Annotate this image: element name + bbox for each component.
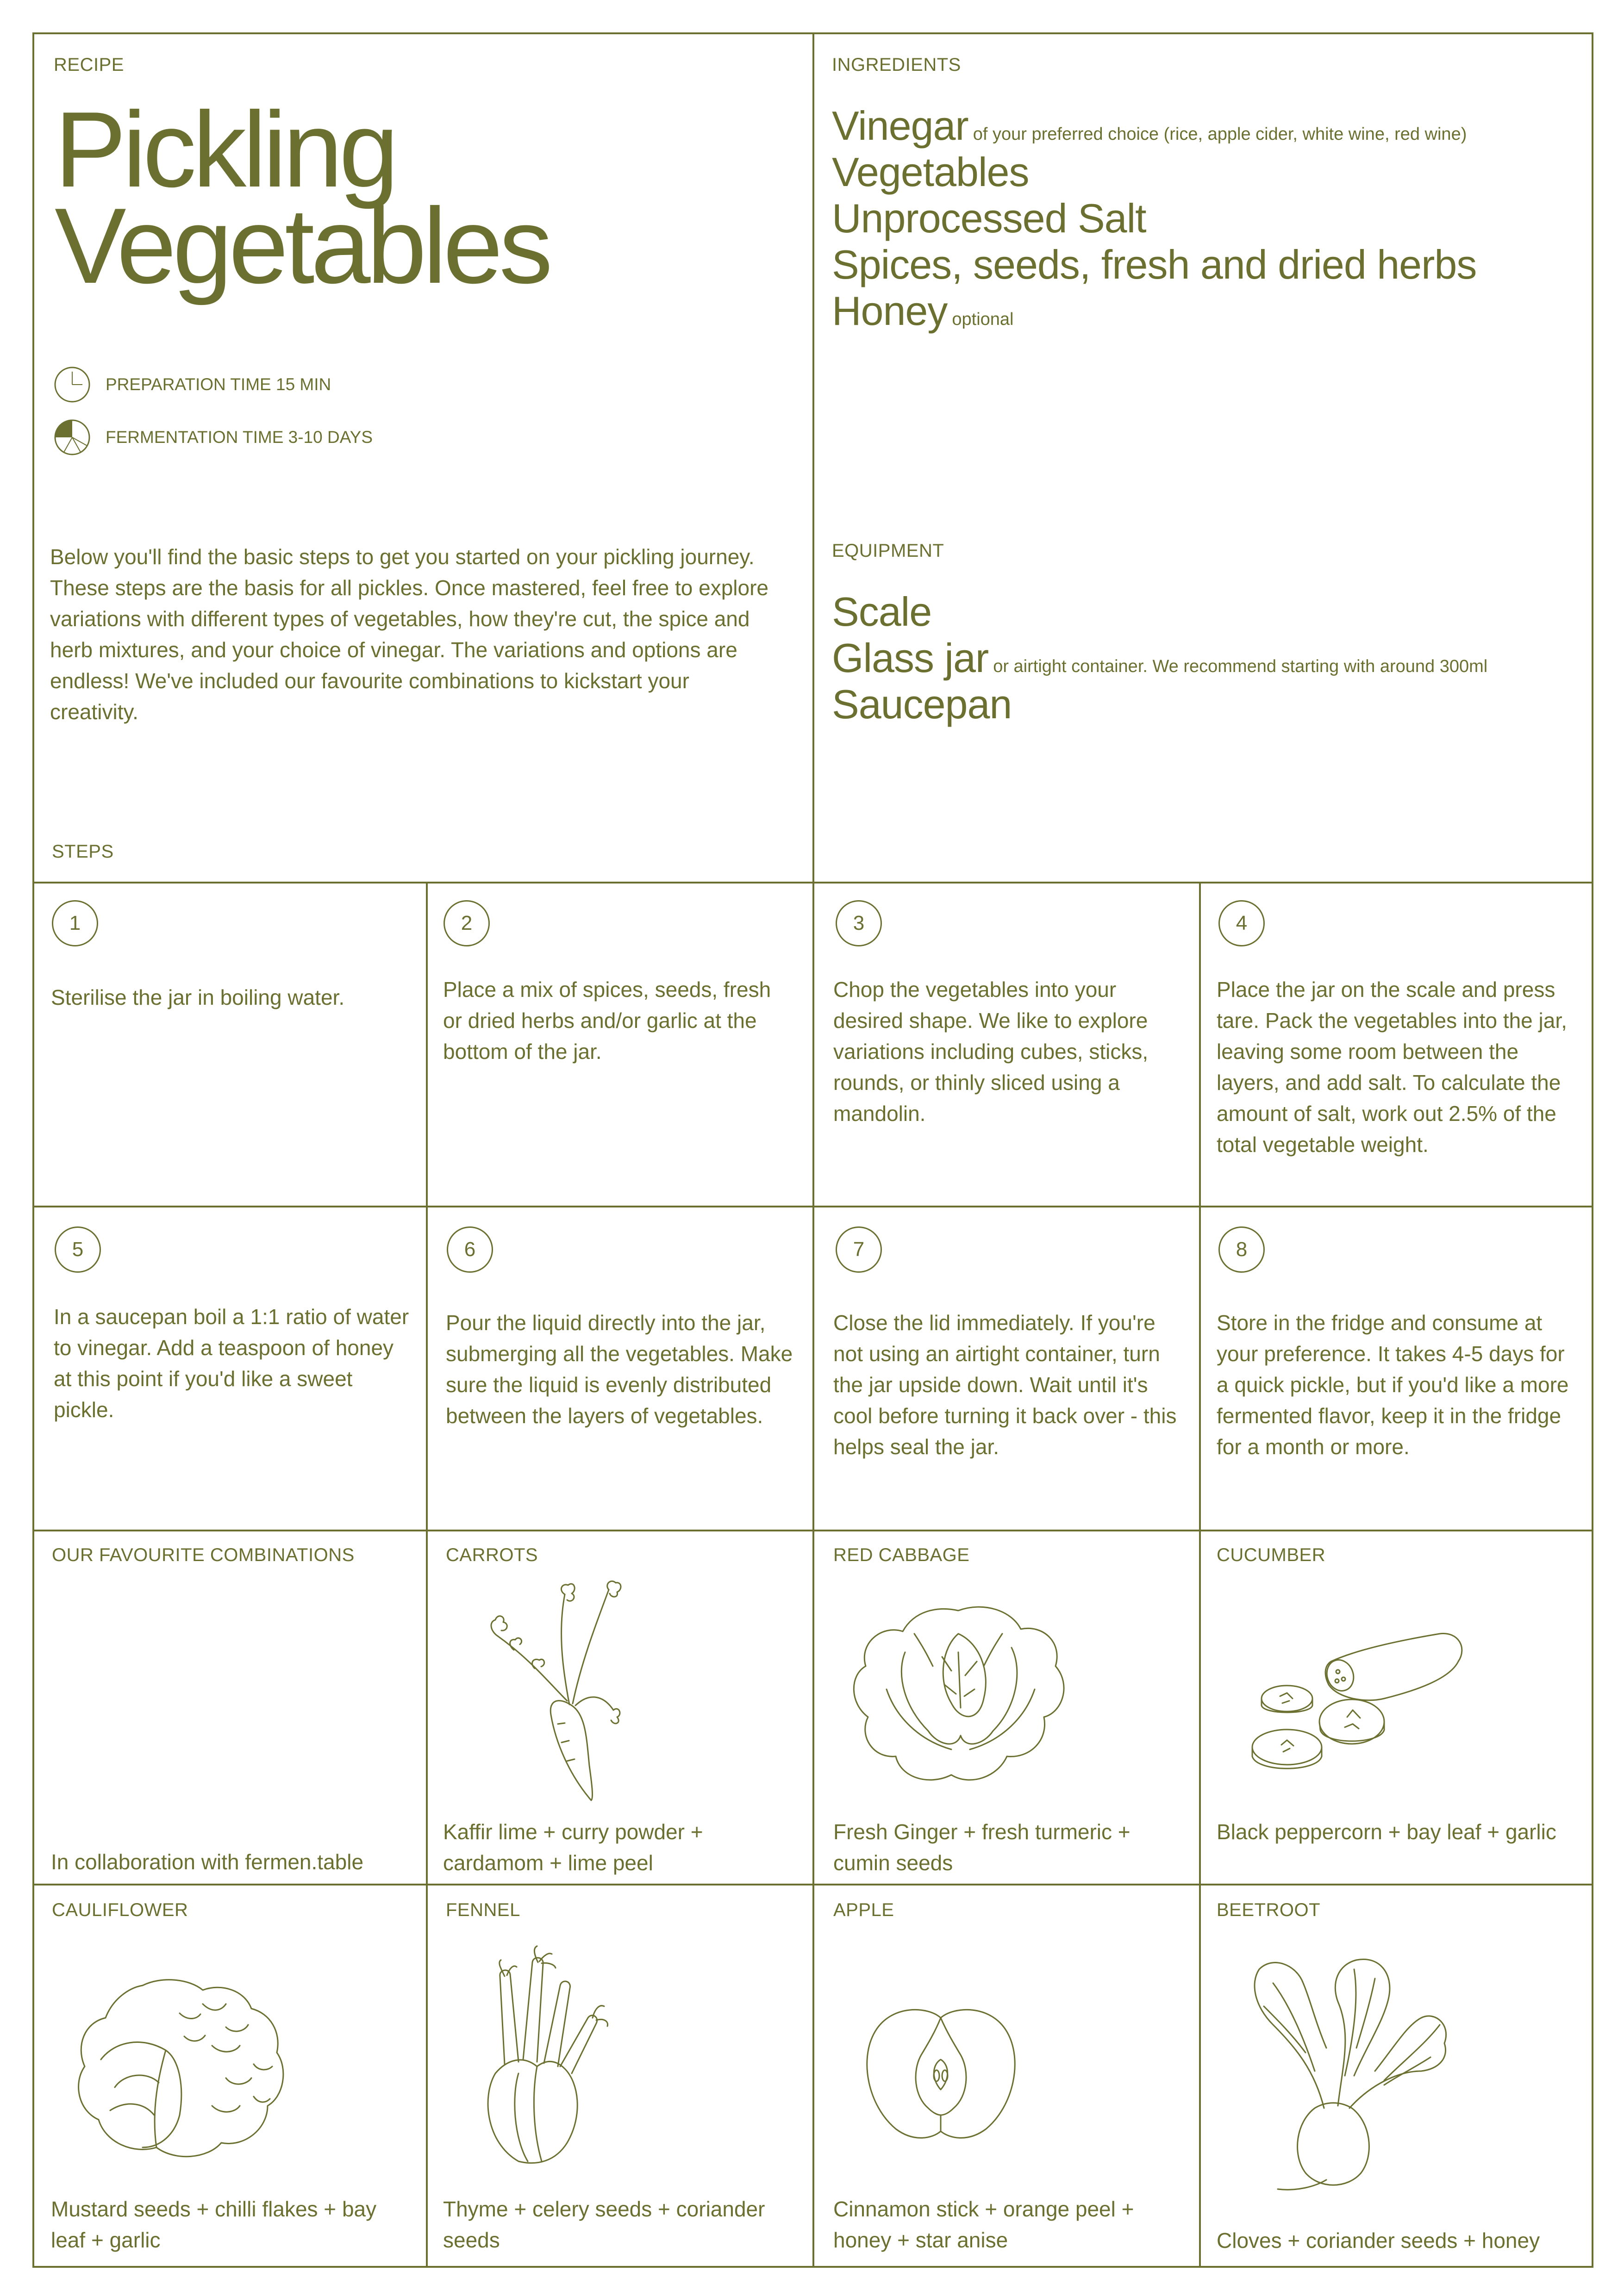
divider bbox=[426, 882, 428, 2268]
cauliflower-icon bbox=[73, 1976, 286, 2161]
step-number: 6 bbox=[447, 1226, 493, 1273]
divider bbox=[812, 32, 814, 2268]
prep-time bbox=[54, 366, 331, 403]
step-number: 5 bbox=[55, 1226, 101, 1273]
collaboration-credit: In collaboration with fermen.table bbox=[51, 1850, 364, 1874]
equipment-item bbox=[832, 681, 1012, 728]
ingredient-name: Unprocessed Salt bbox=[832, 195, 1146, 241]
step-text: Chop the vegetables into your desired shape. We like to explore variations including cubes, sticks, rounds, or thinly sliced using a mandolin. bbox=[833, 977, 1149, 1126]
ingredient-name: Vegetables bbox=[832, 149, 1029, 195]
apple-icon bbox=[863, 2004, 1018, 2143]
step-text: Pour the liquid directly into the jar, submerging all the vegetables. Make sure the liquid is evenly distributed between the layers of vegetables. bbox=[446, 1311, 793, 1428]
fermentation-time bbox=[54, 419, 373, 456]
ingredient-name: Vinegar bbox=[832, 103, 968, 149]
ingredient-item bbox=[832, 195, 1146, 242]
ingredient-name: Honey bbox=[832, 288, 948, 334]
recipe-label: RECIPE bbox=[54, 55, 124, 75]
ingredient-item bbox=[832, 288, 1014, 342]
step-number: 1 bbox=[52, 900, 98, 946]
prep-time-text: PREPARATION TIME 15 MIN bbox=[106, 375, 331, 394]
divider bbox=[32, 1206, 1593, 1207]
equipment-name: Scale bbox=[832, 589, 932, 635]
cucumber-icon bbox=[1245, 1629, 1468, 1782]
step-text: Sterilise the jar in boiling water. bbox=[51, 985, 345, 1009]
combo-text: Black peppercorn + bay leaf + garlic bbox=[1217, 1820, 1556, 1844]
beetroot-icon bbox=[1245, 1955, 1458, 2201]
combo-title: CUCUMBER bbox=[1217, 1545, 1326, 1565]
step-number: 2 bbox=[443, 900, 490, 946]
step-text: In a saucepan boil a 1:1 ratio of water to vinegar. Add a teaspoon of honey at this point if you'd like a sweet pickle. bbox=[54, 1305, 409, 1422]
ingredient-item bbox=[832, 242, 1476, 288]
equipment-item bbox=[832, 589, 931, 635]
combo-text: Kaffir lime + curry powder + cardamom + lime peel bbox=[443, 1820, 703, 1875]
combo-title: CARROTS bbox=[446, 1545, 538, 1565]
steps-label: STEPS bbox=[52, 841, 114, 862]
fermentation-time-text: FERMENTATION TIME 3-10 DAYS bbox=[106, 428, 373, 447]
combo-title: CAULIFLOWER bbox=[52, 1900, 188, 1920]
ingredient-note: optional bbox=[952, 310, 1014, 329]
combo-text: Fresh Ginger + fresh turmeric + cumin seeds bbox=[833, 1820, 1131, 1875]
cabbage-icon bbox=[845, 1597, 1072, 1791]
intro-paragraph: Below you'll find the basic steps to get you started on your pickling journey. These steps are the basis for all pickles. Once mastered, feel free to explore variations with different types of vegetables, how they're cut, the spice and herb mixtures, and your choice of vinegar. The variations and options are endless! We've included our favourite combinations to kickstart your creativity. bbox=[50, 545, 768, 724]
divider bbox=[32, 1884, 1593, 1885]
page-title bbox=[55, 90, 550, 306]
divider bbox=[32, 1530, 1593, 1531]
combo-text: Mustard seeds + chilli flakes + bay leaf + garlic bbox=[51, 2197, 377, 2252]
step-text: Place the jar on the scale and press tare. Pack the vegetables into the jar, leaving some room between the layers, and add salt. To calculate the amount of salt, work out 2.5% of the total vegetable weight. bbox=[1217, 977, 1567, 1157]
pie-clock-icon bbox=[54, 419, 91, 456]
title-line: Pickling bbox=[55, 90, 395, 210]
combinations-label: OUR FAVOURITE COMBINATIONS bbox=[52, 1545, 355, 1565]
step-number: 3 bbox=[836, 900, 882, 946]
carrot-icon bbox=[470, 1576, 623, 1807]
title-line: Vegetables bbox=[55, 186, 550, 306]
combo-title: BEETROOT bbox=[1217, 1900, 1321, 1920]
step-number: 7 bbox=[836, 1226, 882, 1273]
equipment-name: Glass jar bbox=[832, 635, 989, 681]
equipment-label: EQUIPMENT bbox=[832, 541, 944, 561]
equipment-name: Saucepan bbox=[832, 681, 1012, 727]
step-number: 4 bbox=[1218, 900, 1265, 946]
combo-text: Thyme + celery seeds + coriander seeds bbox=[443, 2197, 765, 2252]
step-text: Store in the fridge and consume at your preference. It takes 4-5 days for a quick pickle, but if you'd like a more fermented flavor, keep it in the fridge for a month or more. bbox=[1217, 1311, 1569, 1459]
divider bbox=[32, 882, 1593, 884]
ingredient-note: of your preferred choice (rice, apple cider, white wine, red wine) bbox=[973, 124, 1467, 144]
step-text: Place a mix of spices, seeds, fresh or dried herbs and/or garlic at the bottom of the jar. bbox=[443, 977, 771, 1064]
clock-icon bbox=[54, 366, 91, 403]
fennel-icon bbox=[468, 1944, 611, 2166]
combo-text: Cinnamon stick + orange peel + honey + star anise bbox=[833, 2197, 1134, 2252]
combo-title: RED CABBAGE bbox=[833, 1545, 970, 1565]
combo-text: Cloves + coriander seeds + honey bbox=[1217, 2228, 1540, 2252]
equipment-note: or airtight container. We recommend starting with around 300ml bbox=[993, 657, 1488, 676]
combo-title: APPLE bbox=[833, 1900, 894, 1920]
divider bbox=[1199, 882, 1201, 2268]
step-number: 8 bbox=[1218, 1226, 1265, 1273]
ingredients-label: INGREDIENTS bbox=[832, 55, 961, 75]
ingredient-item bbox=[832, 149, 1029, 195]
ingredient-name: Spices, seeds, fresh and dried herbs bbox=[832, 242, 1477, 287]
combo-title: FENNEL bbox=[446, 1900, 520, 1920]
step-text: Close the lid immediately. If you're not using an airtight container, turn the jar upside down. Wait until it's cool before turning it back over - this helps seal the jar. bbox=[833, 1311, 1177, 1459]
